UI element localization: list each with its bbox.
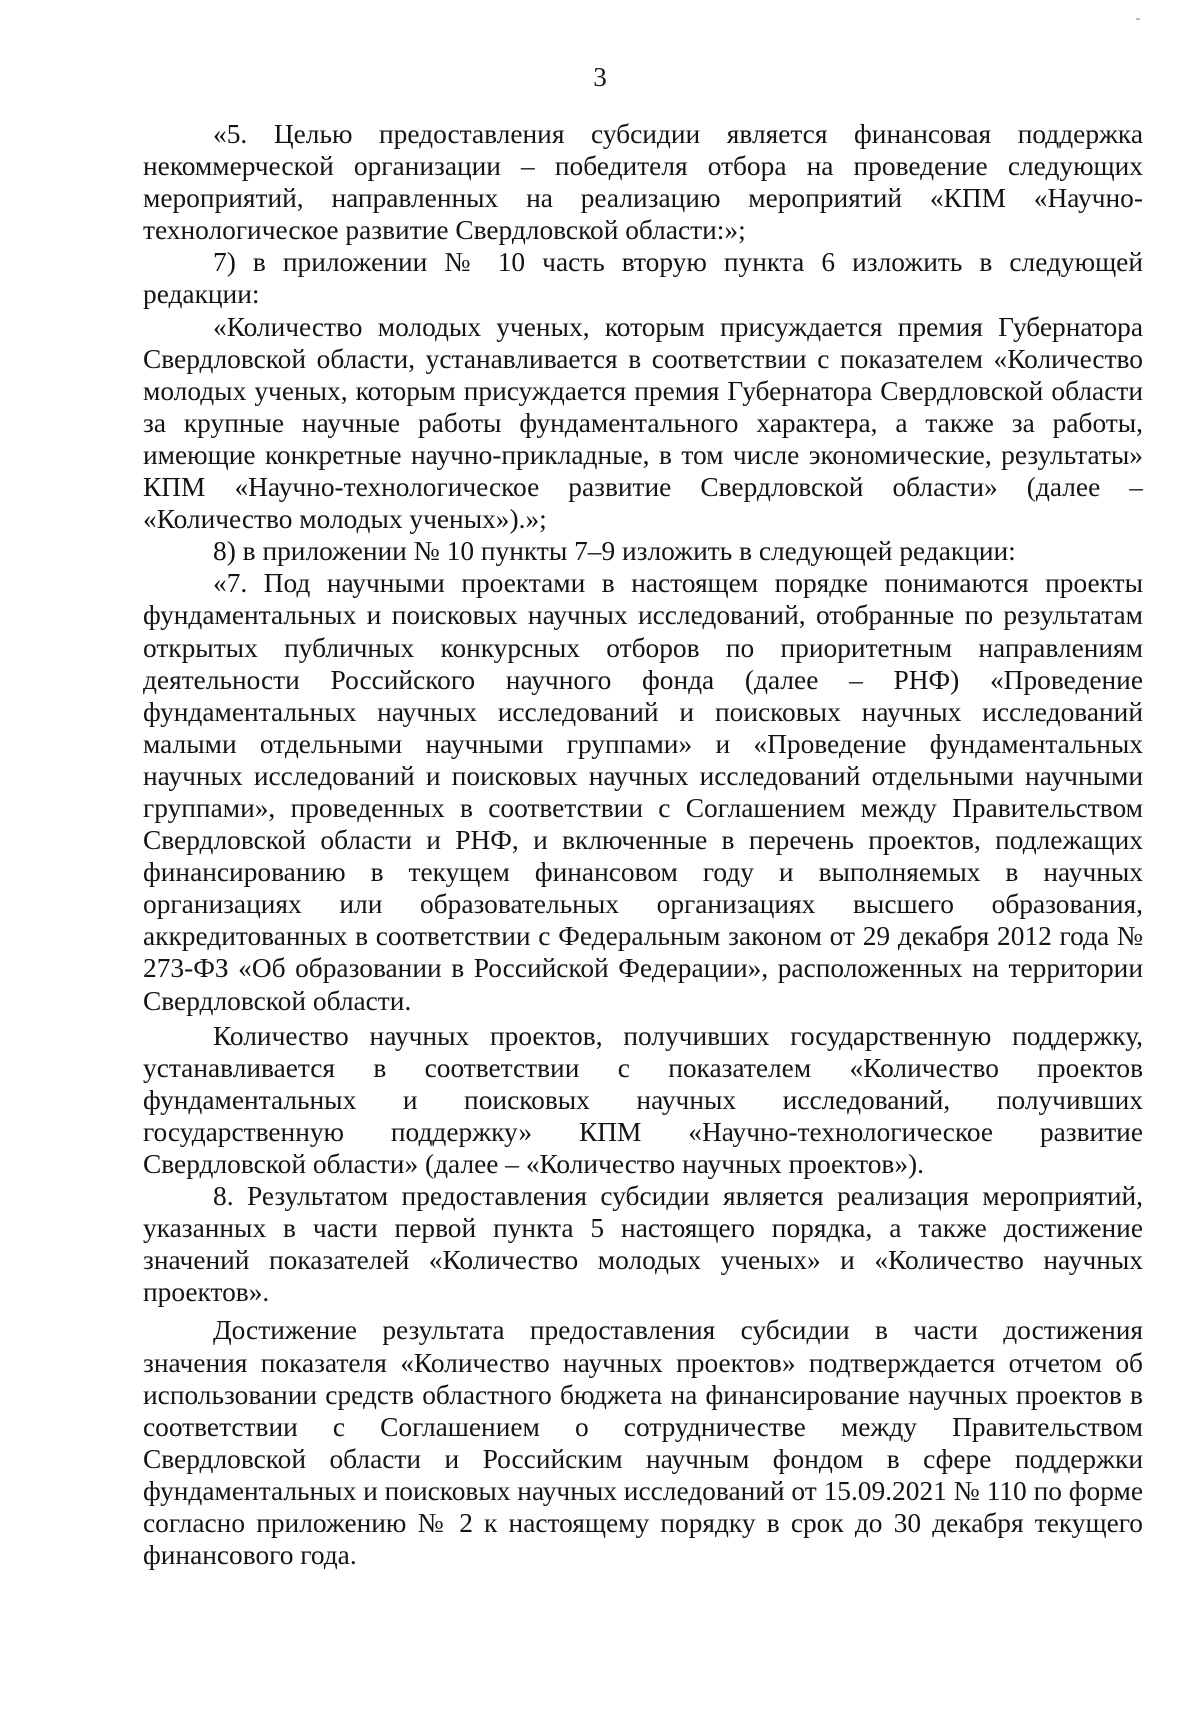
paragraph-point-7: «7. Под научными проектами в настоящем порядке понимаются проекты фундаментальных и поисковых научных исследований, отобранные по результатам открытых публичных конкурсных отборов по приоритетным направлениям деятельности Российского научного фонда (далее – РНФ) «Проведение фундаментальных научных исследований и поисковых научных исследований малыми отдельными научными группами» и «Проведение фундаментальных научных исследований и поисковых научных исследований отдельными научными группами», проведенных в соответствии с Соглашением между Правительством Свердловской области и РНФ, и включенные в перечень проектов, подлежащих финансированию в текущем финансовом году и выполняемых в научных организациях или образовательных организациях высшего образования, аккредитованных в соответствии с Федеральным законом от 29 декабря 2012 года № 273-ФЗ «Об образовании в Российской Федерации», расположенных на территории Свердловской области.	[143, 568, 1143, 1016]
paragraph-result-confirmation: Достижение результата предоставления субсидии в части достижения значения показателя «Количество научных проектов» подтверждается отчетом об использовании средств областного бюджета на финансирование научных проектов в соответствии с Соглашением о сотрудничестве между Правительством Свердловской области и Российским научным фондом в сфере поддержки фундаментальных и поисковых научных исследований от 15.09.2021 № 110 по форме согласно приложению № 2 к настоящему порядку в срок до 30 декабря текущего финансового года.	[143, 1315, 1143, 1571]
page-number: 3	[593, 62, 607, 92]
paragraph-amendment-8: 8) в приложении № 10 пункты 7–9 изложить в следующей редакции:	[213, 536, 1016, 567]
scan-artifact	[1136, 18, 1140, 20]
paragraph-point-8: 8. Результатом предоставления субсидии является реализация мероприятий, указанных в части первой пункта 5 настоящего порядка, а также достижение значений показателей «Количество молодых ученых» и «Количество научных проектов».	[143, 1181, 1143, 1308]
paragraph-project-count: Количество научных проектов, получивших государственную поддержку, устанавливается в соответствии с показателем «Количество проектов фундаментальных и поисковых научных исследований, получивших государственную поддержку» КПМ «Научно-технологическое развитие Свердловской области» (далее – «Количество научных проектов»).	[143, 1020, 1143, 1179]
paragraph-young-scientists: «Количество молодых ученых, которым присуждается премия Губернатора Свердловской области, устанавливается в соответствии с показателем «Количество молодых ученых, которым присуждается премия Губернатора Свердловской области за крупные научные работы фундаментального характера, а также за работы, имеющие конкретные научно-прикладные, в том числе экономические, результаты» КПМ «Научно-технологическое развитие Свердловской области» (далее – «Количество молодых ученых»).»;	[143, 311, 1143, 535]
paragraph-subsidy-goal: «5. Целью предоставления субсидии является финансовая поддержка некоммерческой организации – победителя отбора на проведение следующих мероприятий, направленных на реализацию мероприятий «КПМ «Научно-технологическое развитие Свердловской области:»;	[143, 119, 1143, 246]
paragraph-amendment-7: 7) в приложении № 10 часть вторую пункта 6 изложить в следующей редакции:	[143, 247, 1143, 310]
document-body	[143, 118, 1143, 1571]
